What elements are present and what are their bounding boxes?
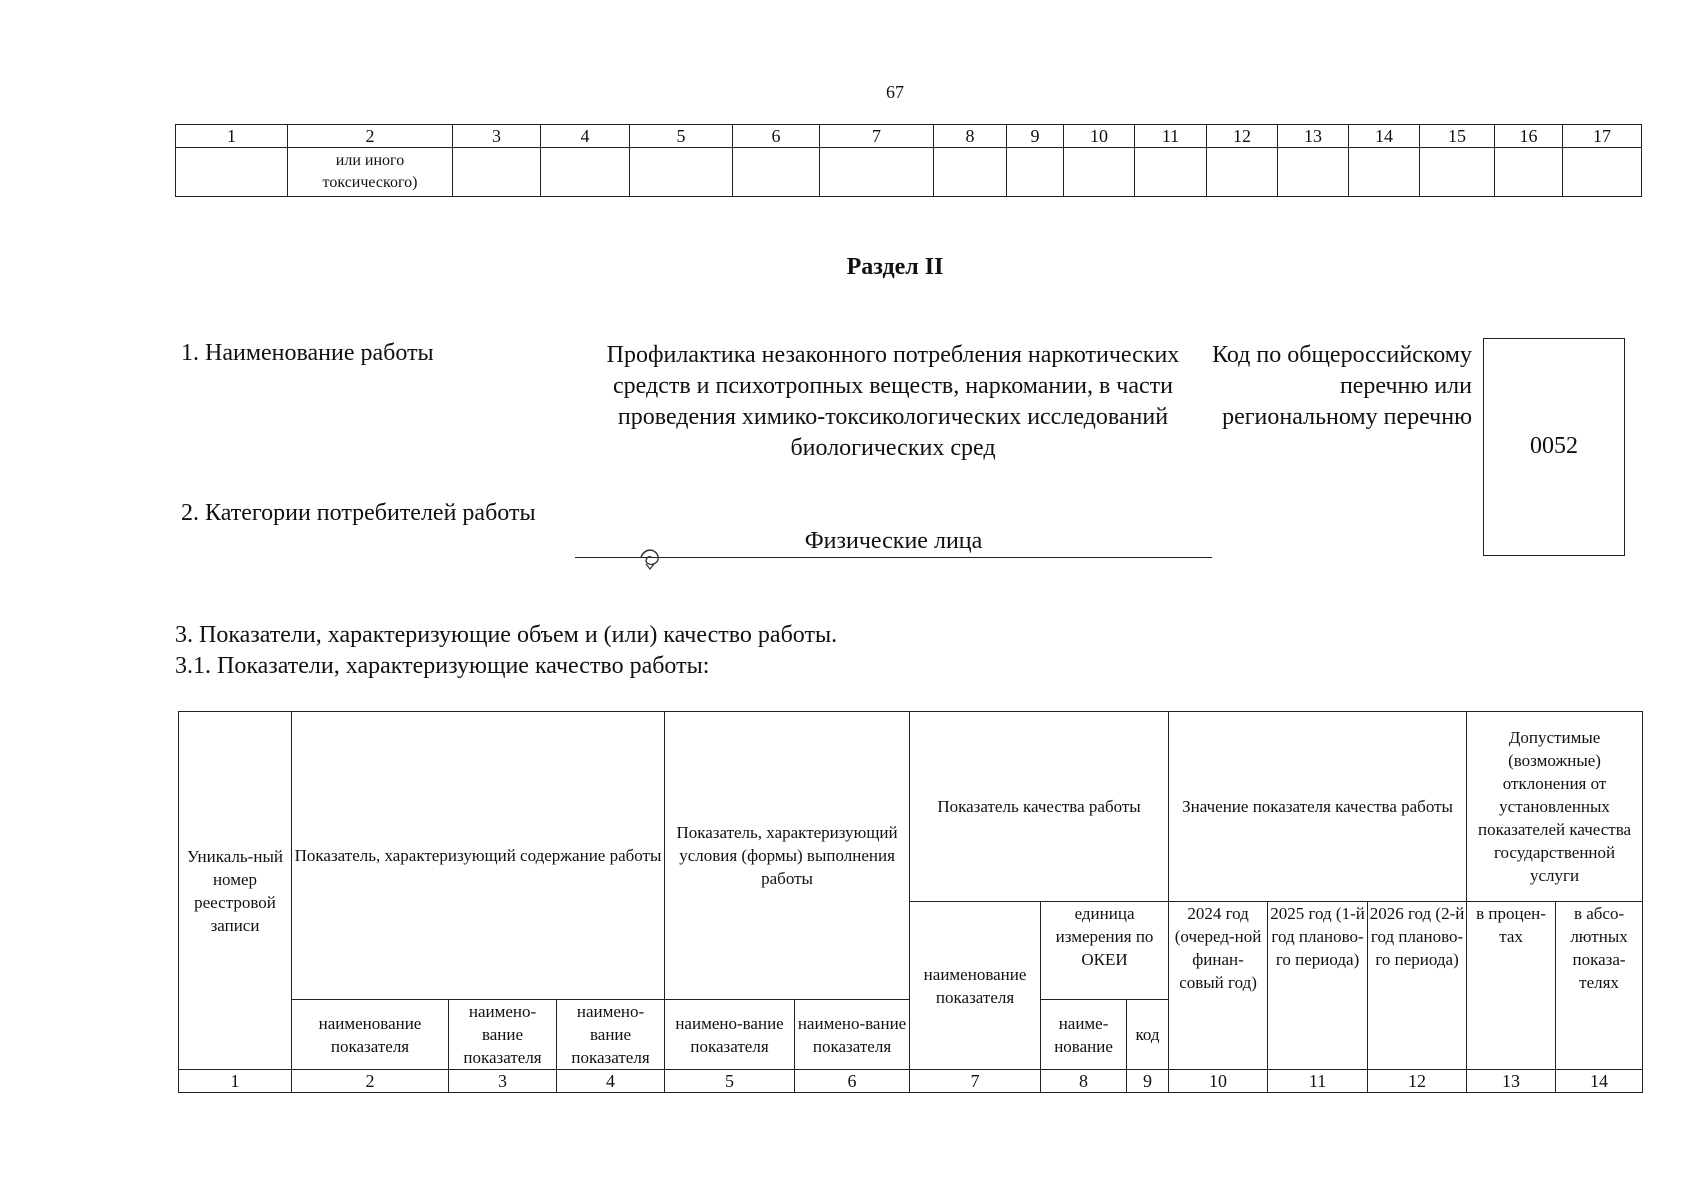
quality-indicators-table: [178, 711, 1643, 1093]
header-quality-indicator: Показатель качества работы: [910, 712, 1169, 902]
column-number-cell: 9: [1127, 1070, 1169, 1093]
header-year-2026: 2026 год (2-й год планово-го периода): [1368, 902, 1467, 1070]
column-number-cell: 15: [1420, 125, 1495, 148]
table-cell: [1064, 148, 1135, 197]
column-number-cell: 10: [1064, 125, 1135, 148]
column-number-cell: 8: [934, 125, 1007, 148]
header-year-2024: 2024 год (очеред-ной финан-совый год): [1169, 902, 1268, 1070]
page-number: 67: [886, 82, 904, 102]
work-name-label: 1. Наименование работы: [181, 340, 434, 366]
table-cell: [1135, 148, 1207, 197]
table-cell: [1007, 148, 1064, 197]
code-label: Код по общероссийскому перечню или региональному перечню: [1212, 342, 1472, 430]
ink-mark-icon: [637, 544, 663, 570]
consumers-label: 2. Категории потребителей работы: [181, 500, 536, 526]
header-unit-okei: единица измерения по ОКЕИ: [1041, 902, 1169, 1000]
table-cell: [1420, 148, 1495, 197]
table-cell: [1563, 148, 1642, 197]
column-number-cell: 11: [1268, 1070, 1368, 1093]
header-indicator-name: наименование показателя: [910, 902, 1041, 1070]
column-number-cell: 7: [910, 1070, 1041, 1093]
header-unit-code: код: [1127, 1000, 1169, 1070]
header-unit-name: наиме-нование: [1041, 1000, 1127, 1070]
table-cell: [733, 148, 820, 197]
column-number-cell: 5: [630, 125, 733, 148]
column-number-cell: 14: [1556, 1070, 1643, 1093]
section-title: Раздел II: [846, 254, 944, 280]
indicators-heading: [175, 620, 837, 682]
column-number-cell: 8: [1041, 1070, 1127, 1093]
table-cell: [453, 148, 541, 197]
header-unique-number: Уникаль-ный номер реестровой записи: [179, 712, 292, 1070]
table-cell: [820, 148, 934, 197]
code-value: 0052: [1530, 433, 1578, 459]
column-number-cell: 12: [1368, 1070, 1467, 1093]
header-content-name-1: наименование показателя: [292, 1000, 449, 1070]
continuation-text: или иного токсического): [288, 148, 453, 197]
table-cell: [1495, 148, 1563, 197]
table-cell: [176, 148, 288, 197]
header-year-2025: 2025 год (1-й год планово-го периода): [1268, 902, 1368, 1070]
column-number-cell: 16: [1495, 125, 1563, 148]
column-number-cell: 6: [795, 1070, 910, 1093]
table-cell: [541, 148, 630, 197]
column-number-cell: 3: [453, 125, 541, 148]
column-number-cell: 14: [1349, 125, 1420, 148]
table-cell: [1349, 148, 1420, 197]
column-number-cell: 11: [1135, 125, 1207, 148]
header-content-indicator: Показатель, характеризующий содержание работы: [292, 712, 665, 1000]
table-cell: [1278, 148, 1349, 197]
indicators-heading-line: 3. Показатели, характеризующие объем и (или) качество работы.: [175, 622, 838, 648]
column-number-cell: 2: [292, 1070, 449, 1093]
column-number-cell: 13: [1278, 125, 1349, 148]
column-number-cell: 1: [176, 125, 288, 148]
column-number-cell: 13: [1467, 1070, 1556, 1093]
header-deviation-percent: в процен-тах: [1467, 902, 1556, 1070]
column-number-cell: 5: [665, 1070, 795, 1093]
table-cell: [630, 148, 733, 197]
header-allowed-deviation: Допустимые (возможные) отклонения от установленных показателей качества государственной услуги: [1467, 712, 1643, 902]
header-condition-name-1: наимено-вание показателя: [665, 1000, 795, 1070]
header-indicator-value: Значение показателя качества работы: [1169, 712, 1467, 902]
indicators-subheading-line: 3.1. Показатели, характеризующие качество работы:: [175, 653, 710, 679]
header-deviation-absolute: в абсо-лютных показа-телях: [1556, 902, 1643, 1070]
table-row: [176, 148, 1642, 197]
table-cell: [934, 148, 1007, 197]
column-number-cell: 4: [557, 1070, 665, 1093]
work-name-value: Профилактика незаконного потребления наркотических средств и психотропных веществ, наркомании, в части проведения химико-токсикологических исследований биологических сред: [606, 342, 1180, 461]
column-number-cell: 1: [179, 1070, 292, 1093]
underline: [575, 557, 1212, 558]
column-number-row: [179, 1070, 1643, 1093]
column-number-cell: 12: [1207, 125, 1278, 148]
column-number-cell: 6: [733, 125, 820, 148]
header-content-name-3: наимено-вание показателя: [557, 1000, 665, 1070]
column-number-cell: 7: [820, 125, 934, 148]
table-cell: [1207, 148, 1278, 197]
header-conditions-indicator: Показатель, характеризующий условия (формы) выполнения работы: [665, 712, 910, 1000]
header-condition-name-2: наимено-вание показателя: [795, 1000, 910, 1070]
column-number-cell: 10: [1169, 1070, 1268, 1093]
consumers-value: Физические лица: [804, 528, 983, 554]
column-number-cell: 4: [541, 125, 630, 148]
column-number-cell: 3: [449, 1070, 557, 1093]
column-number-row: [176, 125, 1642, 148]
column-number-cell: 9: [1007, 125, 1064, 148]
column-number-cell: 2: [288, 125, 453, 148]
header-content-name-2: наимено-вание показателя: [449, 1000, 557, 1070]
continuation-table: [175, 124, 1642, 197]
column-number-cell: 17: [1563, 125, 1642, 148]
